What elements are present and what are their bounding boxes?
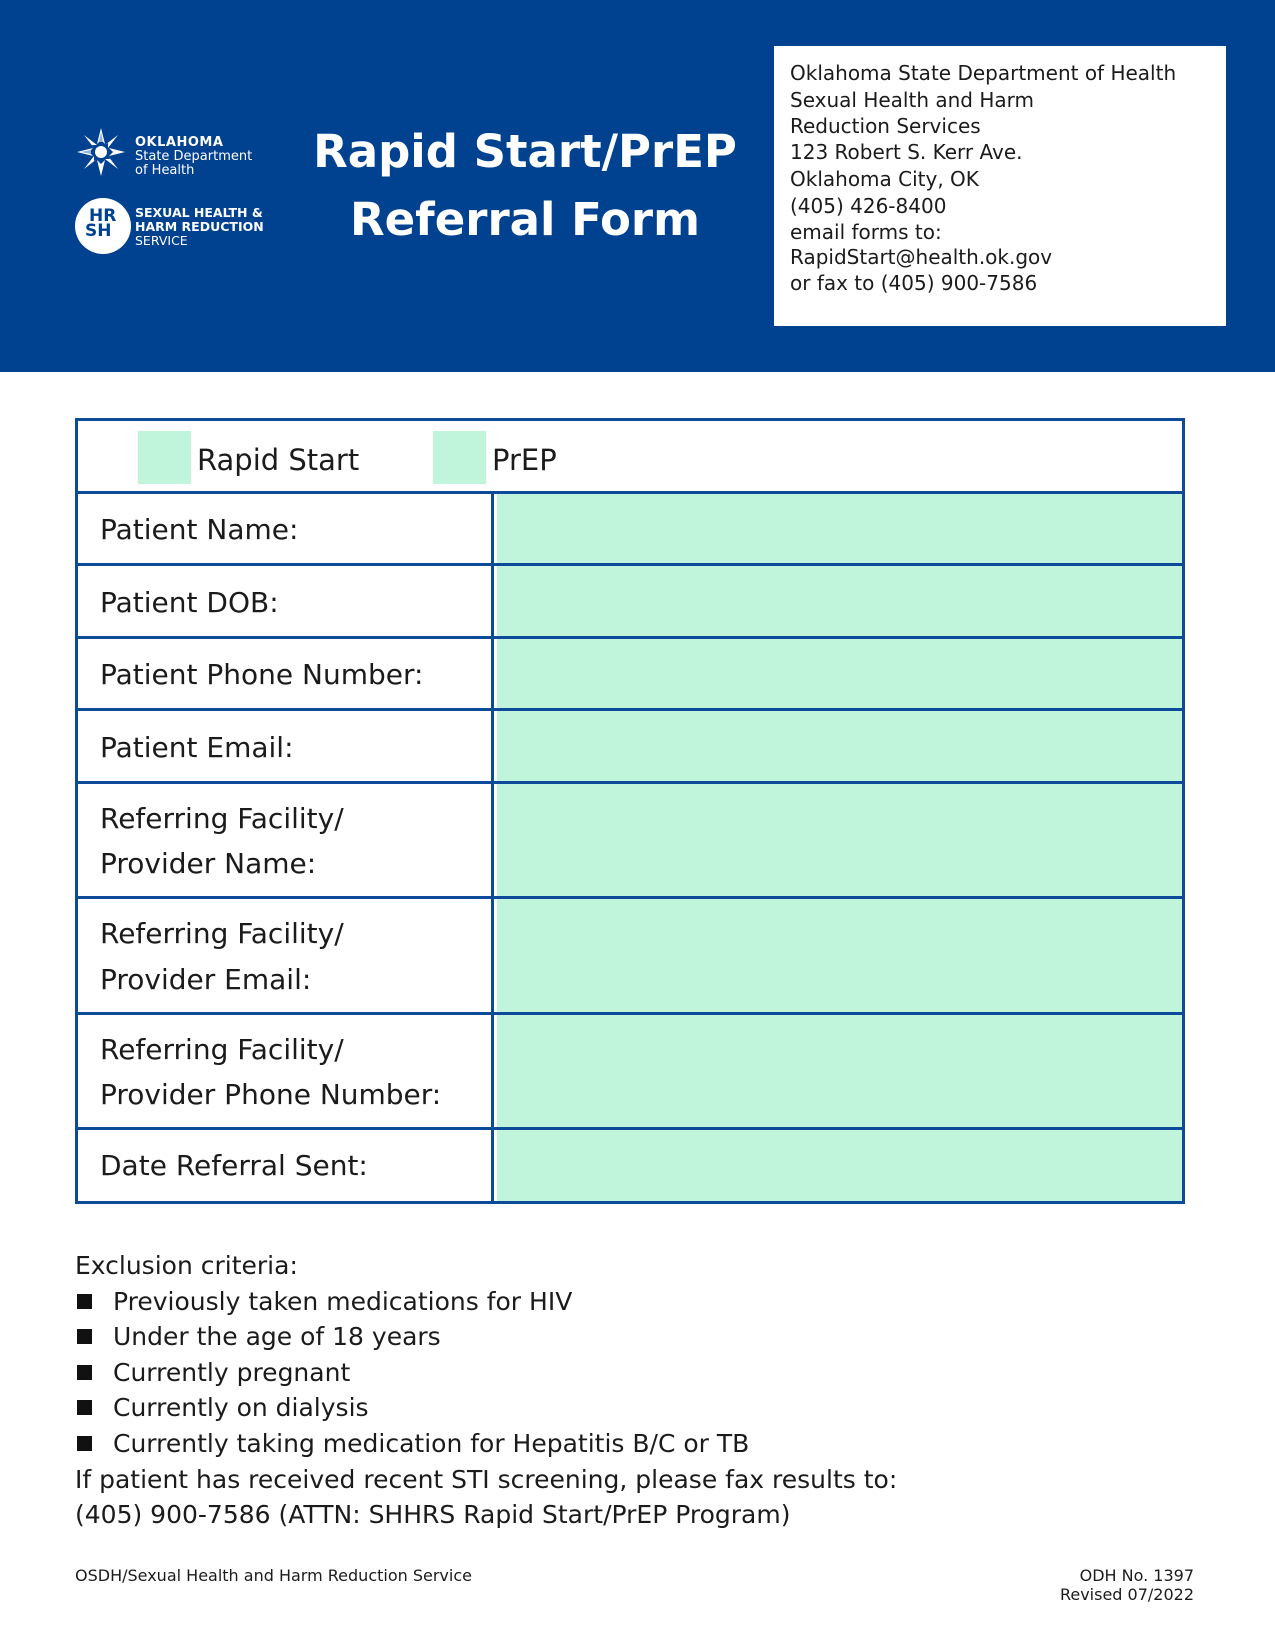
square-bullet-icon bbox=[77, 1436, 92, 1451]
osdh-logo bbox=[75, 126, 275, 186]
patient-phone-label bbox=[78, 639, 494, 708]
provider-phone-label-line2: Provider Phone Number: bbox=[100, 1078, 442, 1111]
contact-line9: or fax to (405) 900-7586 bbox=[790, 271, 1038, 295]
contact-line3: Reduction Services bbox=[790, 114, 981, 138]
provider-name-row bbox=[78, 784, 1182, 899]
criteria-item-text: Previously taken medications for HIV bbox=[113, 1286, 573, 1316]
date-sent-row bbox=[78, 1130, 1182, 1201]
contact-line7: email forms to: bbox=[790, 220, 942, 244]
criteria-item-text: Currently pregnant bbox=[113, 1357, 351, 1387]
provider-phone-label bbox=[78, 1015, 494, 1127]
footer-organization: OSDH/Sexual Health and Harm Reduction Service bbox=[75, 1566, 472, 1585]
criteria-item bbox=[75, 1284, 1185, 1320]
criteria-item-text: Under the age of 18 years bbox=[113, 1322, 441, 1352]
revision-date: Revised 07/2022 bbox=[1059, 1585, 1194, 1604]
patient-phone-field[interactable] bbox=[497, 639, 1182, 708]
oklahoma-star-icon bbox=[75, 126, 127, 178]
patient-dob-label-text: Patient DOB: bbox=[100, 586, 279, 619]
criteria-item bbox=[75, 1319, 1185, 1355]
osdh-logo-line2: State Department bbox=[135, 149, 253, 164]
patient-name-label-text: Patient Name: bbox=[100, 513, 299, 546]
patient-email-label-text: Patient Email: bbox=[100, 731, 294, 764]
shhrs-logo-text bbox=[135, 206, 264, 248]
provider-name-label-line2: Provider Name: bbox=[100, 847, 317, 880]
square-bullet-icon bbox=[77, 1329, 92, 1344]
page-title-line2: Referral Form bbox=[349, 193, 701, 246]
criteria-item bbox=[75, 1390, 1185, 1426]
contact-line2: Sexual Health and Harm bbox=[790, 88, 1034, 112]
provider-email-row bbox=[78, 899, 1182, 1015]
sti-note-line2: (405) 900-7586 (ATTN: SHHRS Rapid Start/PrEP Program) bbox=[75, 1500, 791, 1530]
patient-dob-row bbox=[78, 566, 1182, 639]
patient-dob-field[interactable] bbox=[497, 566, 1182, 636]
prep-checkbox[interactable] bbox=[433, 431, 486, 484]
date-sent-label-text: Date Referral Sent: bbox=[100, 1149, 368, 1182]
osdh-logo-line3: of Health bbox=[135, 163, 195, 178]
square-bullet-icon bbox=[77, 1294, 92, 1309]
provider-email-label-line2: Provider Email: bbox=[100, 963, 312, 996]
provider-email-label bbox=[78, 899, 494, 1012]
osdh-logo-text bbox=[135, 136, 252, 178]
patient-phone-row bbox=[78, 639, 1182, 711]
patient-email-label bbox=[78, 711, 494, 781]
contact-line6: (405) 426-8400 bbox=[790, 194, 947, 218]
patient-name-row bbox=[78, 494, 1182, 566]
page-title bbox=[292, 118, 758, 254]
provider-phone-field[interactable] bbox=[497, 1015, 1182, 1127]
sti-note-line1: If patient has received recent STI screening, please fax results to: bbox=[75, 1464, 898, 1494]
osdh-logo-line1: OKLAHOMA bbox=[135, 135, 224, 150]
shhrs-logo-line1: SEXUAL HEALTH & bbox=[135, 205, 263, 220]
provider-phone-row bbox=[78, 1015, 1182, 1130]
header-banner bbox=[0, 0, 1275, 372]
square-bullet-icon bbox=[77, 1365, 92, 1380]
prep-label: PrEP bbox=[492, 443, 557, 477]
date-sent-field[interactable] bbox=[497, 1130, 1182, 1201]
criteria-heading: Exclusion criteria: bbox=[75, 1251, 298, 1280]
provider-name-label-line1: Referring Facility/ bbox=[100, 802, 344, 835]
provider-name-label bbox=[78, 784, 494, 896]
patient-name-field[interactable] bbox=[497, 494, 1182, 563]
provider-phone-label-line1: Referring Facility/ bbox=[100, 1033, 344, 1066]
patient-email-row bbox=[78, 711, 1182, 784]
shhrs-logo bbox=[75, 198, 275, 258]
rapid-start-checkbox[interactable] bbox=[138, 431, 191, 484]
criteria-item-text: Currently on dialysis bbox=[113, 1393, 369, 1423]
provider-email-field[interactable] bbox=[497, 899, 1182, 1012]
square-bullet-icon bbox=[77, 1400, 92, 1415]
footer-form-number bbox=[1060, 1566, 1194, 1604]
shhrs-logo-line3: SERVICE bbox=[135, 233, 188, 248]
program-options-row bbox=[78, 421, 1182, 494]
criteria-item bbox=[75, 1355, 1185, 1391]
contact-email-link[interactable]: RapidStart@health.ok.gov bbox=[790, 245, 1053, 269]
rapid-start-label: Rapid Start bbox=[197, 443, 360, 477]
patient-email-field[interactable] bbox=[497, 711, 1182, 781]
provider-name-field[interactable] bbox=[497, 784, 1182, 896]
contact-line5: Oklahoma City, OK bbox=[790, 167, 979, 191]
referral-form bbox=[75, 418, 1185, 1204]
form-number: ODH No. 1397 bbox=[1079, 1566, 1194, 1585]
shhrs-logo-line2: HARM REDUCTION bbox=[135, 219, 264, 234]
contact-line4: 123 Robert S. Kerr Ave. bbox=[790, 140, 1023, 164]
contact-box bbox=[774, 46, 1226, 326]
page-title-line1: Rapid Start/PrEP bbox=[313, 125, 737, 178]
exclusion-criteria bbox=[75, 1248, 1185, 1533]
date-sent-label bbox=[78, 1130, 494, 1201]
patient-phone-label-text: Patient Phone Number: bbox=[100, 658, 424, 691]
patient-dob-label bbox=[78, 566, 494, 636]
shhrs-monogram-icon: HR SH bbox=[75, 198, 131, 254]
contact-line1: Oklahoma State Department of Health bbox=[790, 61, 1177, 85]
patient-name-label bbox=[78, 494, 494, 563]
criteria-item bbox=[75, 1426, 1185, 1462]
provider-email-label-line1: Referring Facility/ bbox=[100, 917, 344, 950]
criteria-item-text: Currently taking medication for Hepatitis B/C or TB bbox=[113, 1428, 750, 1458]
